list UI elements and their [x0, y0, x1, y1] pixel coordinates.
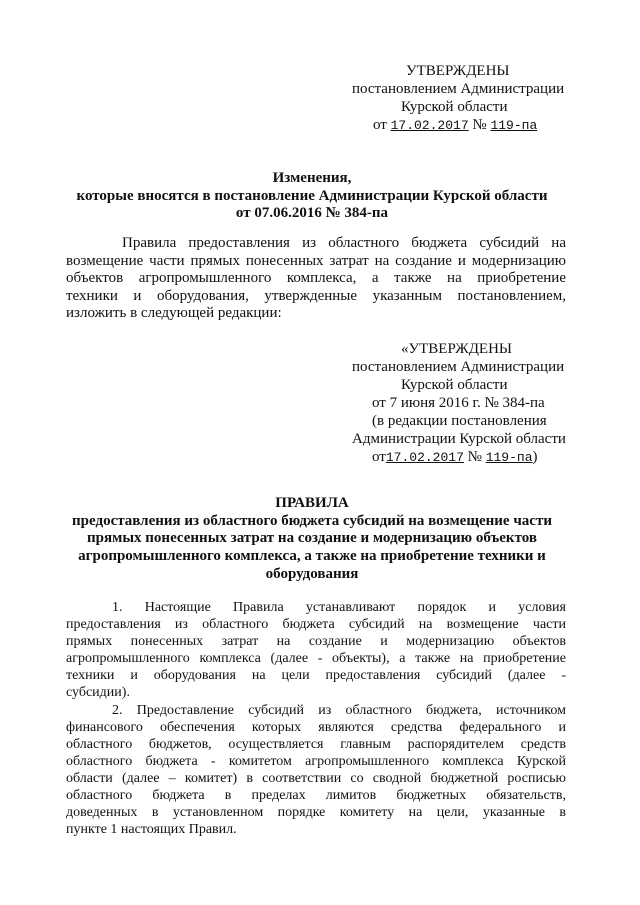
text-line: областного бюджета в пределах лимитов бюджетных обязательств,	[66, 788, 566, 803]
rules-subtitle-line: оборудования	[265, 566, 359, 582]
approval2-line: (в редакции постановления	[372, 413, 547, 429]
approval2-title: «УТВЕРЖДЕНЫ	[401, 341, 513, 357]
text-line: областного бюджета - комитетом агропромышленного комплекса Курской	[66, 754, 566, 769]
paragraph-1	[66, 599, 566, 701]
text-line: 2. Предоставление субсидий из областного бюджета, источником	[112, 703, 566, 718]
approval2-date: 17.02.2017	[385, 450, 464, 465]
text-line: Правила предоставления из областного бюджета субсидий на	[122, 235, 566, 251]
approval-date: 17.02.2017	[390, 118, 469, 133]
text-line: областного бюджетов, осуществляется главным распорядителем средств	[66, 737, 566, 752]
changes-line: от 07.06.2016 № 384-па	[235, 205, 389, 221]
approval-title: УТВЕРЖДЕНЫ	[406, 63, 510, 79]
text-line: возмещение части прямых понесенных затрат на создание и модернизацию	[66, 252, 566, 269]
text-line: предоставления из областного бюджета субсидий на возмещение части	[66, 617, 566, 632]
approval-line: Курской области	[401, 99, 508, 115]
rules-subtitle-line: предоставления из областного бюджета субсидий на возмещение части	[72, 513, 552, 529]
text-line: техники и оборудования на цели предоставления субсидий (далее -	[66, 668, 566, 683]
approval2-line: Администрации Курской области	[352, 431, 566, 447]
changes-title: Изменения,	[272, 170, 352, 186]
closing-paren: )	[532, 449, 538, 465]
from-label: от	[372, 449, 386, 465]
changes-line: которые вносятся в постановление Администрации Курской области	[76, 188, 548, 204]
rules-title: ПРАВИЛА	[275, 495, 349, 511]
number-sign: №	[467, 449, 482, 465]
approval-date-line	[373, 117, 537, 135]
approval2-number: 119-па	[485, 450, 533, 465]
intro-paragraph	[66, 235, 566, 323]
text-line: области (далее – комитет) в соответствии со сводной бюджетной росписью	[66, 771, 566, 786]
text-line: агропромышленного комплекса (далее - объекты), а также на приобретение	[66, 651, 566, 666]
approval2-line: постановлением Администрации	[352, 359, 565, 375]
rules-subtitle-line: прямых понесенных затрат на создание и модернизацию объектов	[87, 530, 537, 546]
approval2-line: Курской области	[401, 377, 508, 393]
text-line: 1. Настоящие Правила устанавливают порядок и условия	[112, 600, 566, 615]
text-line: объектов агропромышленного комплекса, а также на приобретение	[66, 270, 566, 286]
approval-line: постановлением Администрации	[352, 81, 565, 97]
approval2-date-line	[372, 449, 538, 467]
text-line: субсидии).	[66, 685, 130, 700]
text-line: прямых понесенных затрат на создание и модернизацию объектов	[66, 634, 566, 649]
approval2-line: от 7 июня 2016 г. № 384-па	[372, 395, 545, 411]
paragraph-2	[66, 702, 566, 838]
number-sign: №	[472, 117, 487, 133]
from-label: от	[373, 117, 387, 133]
text-line: финансового обеспечения которых являются средства федерального и	[66, 720, 566, 735]
text-line: доведенных в установленном порядке комитету на цели, указанные в	[66, 805, 566, 820]
text-line: пункте 1 настоящих Правил.	[66, 822, 237, 837]
approval-number: 119-па	[490, 118, 538, 133]
text-line: изложить в следующей редакции:	[66, 305, 282, 321]
rules-subtitle-line: агропромышленного комплекса, а также на приобретение техники и	[78, 548, 546, 564]
text-line: техники и оборудования, утвержденные указанным постановлением,	[66, 287, 566, 304]
